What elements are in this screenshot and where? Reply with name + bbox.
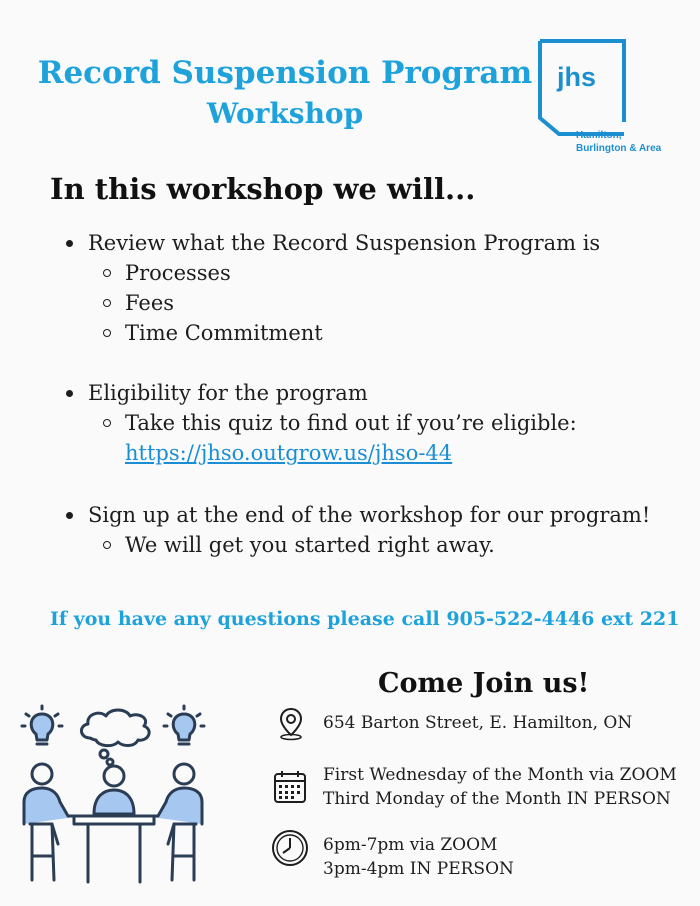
page-title (0, 52, 570, 134)
sub-bullet-icon (103, 419, 111, 427)
list-item: Sign up at the end of the workshop for our program! (88, 500, 650, 530)
thought-cloud-icon (81, 710, 149, 765)
logo-subtitle-line-2: Burlington & Area (576, 143, 662, 154)
contact-question: If you have any questions please call 905-522-4446 ext 221 (50, 608, 680, 630)
clock-icon (271, 829, 309, 867)
logo-subtitle-line-1: Hamilton, (576, 130, 622, 141)
list-item: Eligibility for the program (88, 378, 368, 408)
sub-list-item: Take this quiz to find out if you’re eligible: (125, 408, 577, 438)
lightbulb-icon (164, 706, 204, 744)
sub-list-item: Processes (125, 258, 231, 288)
section-heading: In this workshop we will... (50, 172, 476, 206)
list-item: Review what the Record Suspension Program is (88, 228, 600, 258)
sub-bullet-icon (103, 299, 111, 307)
quiz-link[interactable]: https://jhso.outgrow.us/jhso-44 (125, 441, 453, 465)
bullet-icon (66, 240, 73, 247)
bullet-icon (66, 390, 73, 397)
schedule-line-1: First Wednesday of the Month via ZOOM (323, 765, 677, 785)
sub-list-item: We will get you started right away. (125, 530, 495, 560)
brainstorm-illustration (12, 704, 216, 892)
logo-subtitle (576, 129, 661, 155)
bullet-icon (66, 512, 73, 519)
title-line-2: Workshop (206, 97, 364, 130)
logo-mark: jhs (557, 62, 597, 92)
location-pin-icon (277, 707, 305, 741)
quiz-link-row (125, 438, 452, 468)
title-line-1: Record Suspension Program (37, 55, 533, 91)
lightbulb-icon (22, 706, 62, 744)
sub-list-item: Time Commitment (125, 318, 323, 348)
sub-bullet-icon (103, 541, 111, 549)
sub-bullet-icon (103, 269, 111, 277)
time-line-2: 3pm-4pm IN PERSON (323, 859, 514, 879)
sub-bullet-icon (103, 329, 111, 337)
schedule-line-2: Third Monday of the Month IN PERSON (323, 789, 671, 809)
address: 654 Barton Street, E. Hamilton, ON (323, 713, 633, 733)
time-line-1: 6pm-7pm via ZOOM (323, 835, 498, 855)
calendar-icon (273, 769, 307, 805)
sub-list-item: Fees (125, 288, 174, 318)
join-heading: Come Join us! (378, 668, 590, 699)
